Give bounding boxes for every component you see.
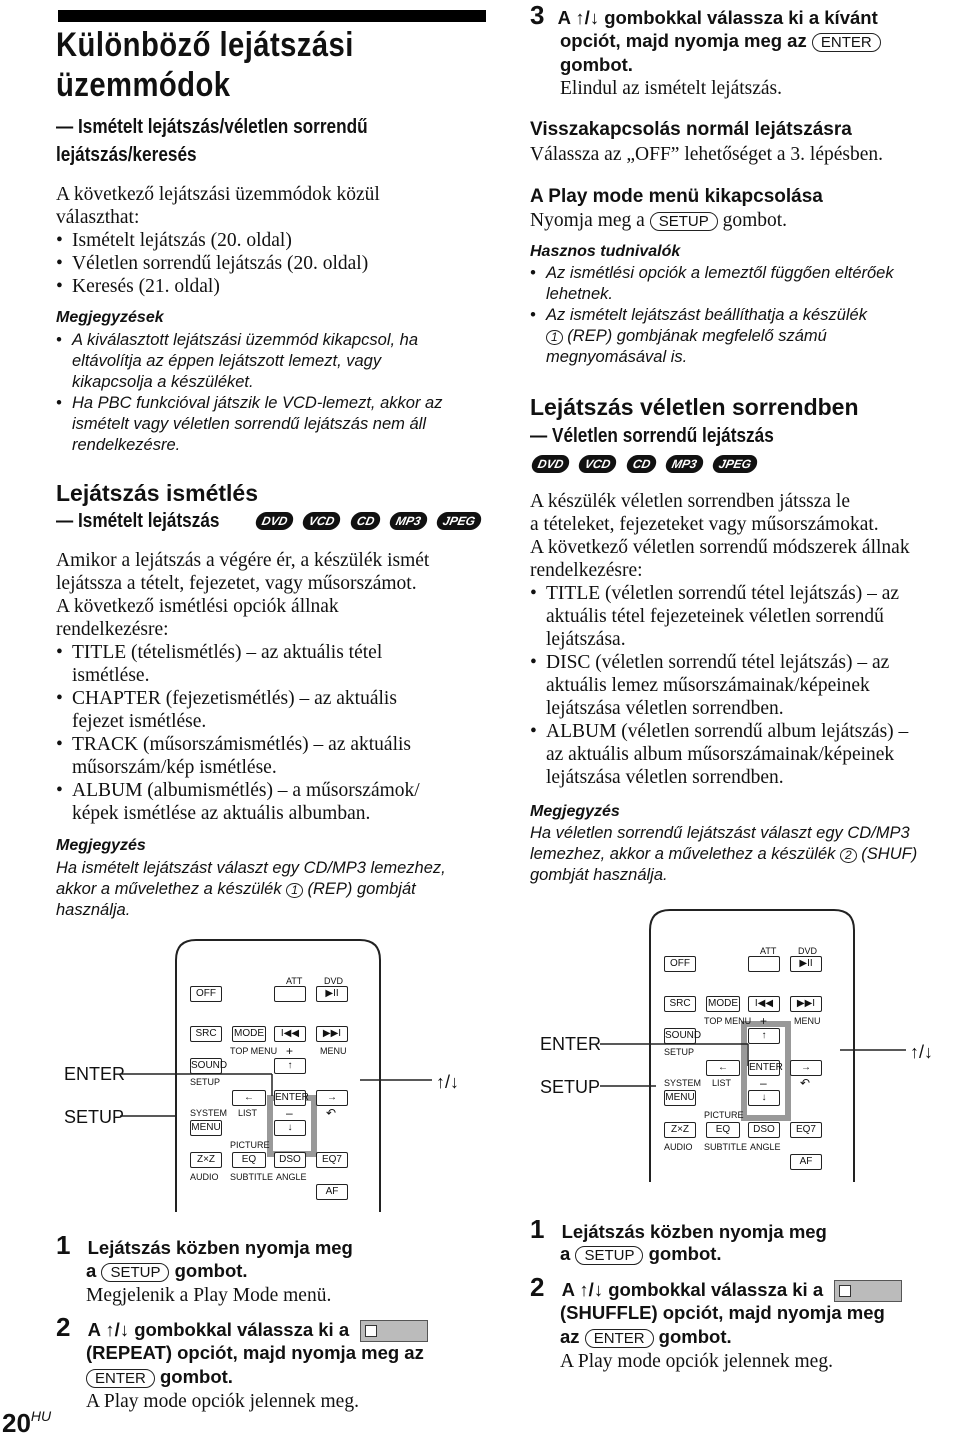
audio-label: AUDIO: [190, 1172, 219, 1182]
minus-label: –: [760, 1076, 767, 1090]
return-label: ↶: [326, 1106, 337, 1120]
off-text: gombot.: [722, 210, 788, 231]
enter-button[interactable]: ENTER: [274, 1090, 306, 1106]
zxz-button[interactable]: Z×Z: [664, 1122, 696, 1138]
note-line: ismételt vagy véletlen sorrendű lejátszás nem áll: [72, 415, 427, 433]
next-button[interactable]: ▶▶I: [790, 996, 822, 1012]
minus-label: –: [286, 1106, 293, 1120]
option-line: az aktuális album műsorszámainak/képeinek: [546, 744, 895, 765]
prev-button[interactable]: I◀◀: [274, 1026, 306, 1042]
page-number-value: 20: [2, 1408, 31, 1438]
step-number: 2: [530, 1272, 545, 1302]
af-button[interactable]: AF: [316, 1184, 348, 1200]
setup-button-label: SETUP: [650, 212, 718, 231]
src-button[interactable]: SRC: [664, 996, 696, 1012]
body-line: a tételeket, fejezeteket vagy műsorszámokat.: [530, 514, 879, 535]
button-1-circle: 1: [546, 330, 563, 345]
step-text: Lejátszás közben nyomja meg: [561, 1221, 827, 1242]
note-line: kikapcsolja a készüléket.: [72, 373, 254, 391]
step-text: A ↑/↓ gombokkal válassza ki a: [561, 1279, 824, 1300]
shuffle-note-heading: Megjegyzés: [530, 803, 620, 820]
play-pause-button[interactable]: ▶II: [790, 956, 822, 972]
eq7-button[interactable]: EQ7: [316, 1152, 348, 1168]
dvd-badge: DVD: [530, 455, 571, 473]
mode-item: • Keresés (21. oldal): [56, 275, 486, 298]
tip-text: (REP) gombjának megfelelő számú: [567, 327, 827, 345]
right-step-2-line3: [560, 1326, 732, 1348]
tip-item: [530, 305, 950, 368]
subtitle-line2: lejátszás/keresés: [56, 144, 197, 166]
att-label: ATT: [760, 946, 777, 956]
plus-label: +: [760, 1014, 768, 1028]
option-line: aktuális tétel fejezeteinek véletlen sorrendű: [546, 606, 884, 627]
cd-badge: CD: [349, 512, 382, 530]
note-line: gombját használja.: [530, 866, 668, 884]
notes-heading: Megjegyzések: [56, 309, 164, 326]
left-step-2-line3: [86, 1366, 233, 1388]
system-label: SYSTEM: [664, 1078, 702, 1088]
right-step-3: [530, 0, 878, 30]
right-button[interactable]: →: [790, 1060, 822, 1076]
page-number: [2, 1408, 51, 1439]
setup-label: SETUP: [190, 1077, 221, 1087]
right-step-1: [530, 1214, 827, 1244]
enter-button[interactable]: ENTER: [748, 1060, 780, 1076]
body-line: lejátssza a tételt, fejezetet, vagy műsorszámot.: [56, 573, 417, 594]
prev-button[interactable]: I◀◀: [748, 996, 780, 1012]
step-text: gombot.: [658, 1326, 732, 1347]
option-line: ismétlése.: [72, 665, 150, 686]
step-text: A ↑/↓ gombokkal válassza ki a: [87, 1319, 350, 1340]
shuffle-disc-badges: [532, 455, 763, 473]
tip-line: • Az ismételt lejátszást beállíthatja a készülék: [546, 306, 867, 324]
list-label: LIST: [238, 1108, 258, 1118]
vcd-badge: VCD: [577, 455, 618, 473]
callout-setup: SETUP: [540, 1077, 601, 1097]
mode-item: • Ismételt lejátszás (20. oldal): [56, 229, 486, 252]
sound-button[interactable]: SOUND: [190, 1058, 222, 1074]
subtitle-label: SUBTITLE: [704, 1142, 748, 1152]
option-line: lejátszása véletlen sorrendben.: [546, 767, 784, 788]
vcd-badge: VCD: [301, 512, 342, 530]
back-heading: Visszakapcsolás normál lejátszásra: [530, 119, 852, 140]
repeat-body: [56, 549, 486, 825]
menu-button[interactable]: MENU: [664, 1090, 696, 1106]
repeat-option: [56, 779, 486, 825]
play-pause-button[interactable]: ▶II: [316, 986, 348, 1002]
note-text: akkor a művelethez a készülék: [56, 880, 282, 898]
step-text: gombot.: [159, 1366, 233, 1387]
system-label: SYSTEM: [190, 1108, 228, 1118]
note-line: Ha véletlen sorrendű lejátszást választ egy CD/MP3: [530, 824, 910, 842]
note-text: lemezhez, akkor a művelethez a készülék: [530, 845, 836, 863]
body-line: Amikor a lejátszás a végére ér, a készülék ismét: [56, 550, 430, 571]
shuffle-option: [530, 720, 958, 789]
body-line: rendelkezésre:: [530, 560, 643, 581]
att-label: ATT: [286, 976, 303, 986]
right-step-3-line2: [560, 30, 881, 52]
intro-line: választhat:: [56, 207, 140, 228]
repeat-disc-badges: [256, 512, 487, 530]
note-line: • A kiválasztott lejátszási üzemmód kikapcsol, ha: [72, 331, 419, 349]
jpeg-badge: JPEG: [711, 455, 759, 473]
left-button[interactable]: ←: [232, 1090, 266, 1106]
right-step-2-sub: A Play mode opciók jelennek meg.: [560, 1351, 833, 1372]
right-step-2: [530, 1272, 902, 1302]
subtitle-label: SUBTITLE: [230, 1172, 274, 1182]
mp3-badge: MP3: [388, 512, 429, 530]
tip-item: [530, 263, 950, 305]
dvd-label: DVD: [798, 946, 818, 956]
enter-button-label: ENTER: [585, 1329, 654, 1348]
step-text: gombot.: [648, 1243, 722, 1264]
eq7-button[interactable]: EQ7: [790, 1122, 822, 1138]
remote-callout-lines-left: [120, 1060, 440, 1120]
step-text: a: [560, 1243, 571, 1264]
right-step-3-line3: gombot.: [560, 54, 633, 75]
step-number: 1: [530, 1214, 545, 1244]
top-menu-label: TOP MENU: [230, 1046, 278, 1056]
callout-setup: SETUP: [64, 1107, 125, 1127]
af-button[interactable]: AF: [790, 1154, 822, 1170]
eq-button[interactable]: EQ: [232, 1152, 266, 1168]
eq-button[interactable]: EQ: [706, 1122, 740, 1138]
page-title-line2: üzemmódok: [56, 66, 231, 104]
step-text: Lejátszás közben nyomja meg: [87, 1237, 353, 1258]
page-title-line1: Különböző lejátszási: [56, 26, 354, 64]
option-line: • TITLE (tételismétlés) – az aktuális tétel: [72, 642, 383, 663]
tips-heading: Hasznos tudnivalók: [530, 243, 681, 260]
right-step-3-sub: Elindul az ismételt lejátszás.: [560, 78, 783, 99]
shuffle-note-body: [530, 823, 958, 886]
note-text: (REP) gombját: [307, 880, 416, 898]
subtitle-line1: — Ismételt lejátszás/véletlen sorrendű: [56, 116, 368, 138]
note-line: [530, 844, 958, 865]
back-body: Válassza az „OFF” lehetőséget a 3. lépésben.: [530, 144, 884, 165]
setup-button-label: SETUP: [575, 1246, 643, 1265]
off-button[interactable]: OFF: [190, 986, 222, 1002]
left-step-1: [56, 1230, 496, 1260]
setup-label: SETUP: [664, 1047, 695, 1057]
mode-item: • Véletlen sorrendű lejátszás (20. oldal): [56, 252, 486, 275]
tip-line: • Az ismétlési opciók a lemeztől függően eltérőek: [546, 264, 894, 282]
picture-label: PICTURE: [704, 1110, 744, 1120]
step-number: 1: [56, 1230, 71, 1260]
body-line: A következő ismétlési opciók állnak: [56, 596, 339, 617]
step-text: gombot.: [174, 1260, 248, 1281]
repeat-option: [56, 641, 486, 687]
step-text: opciót, majd nyomja meg az: [560, 30, 807, 51]
option-line: • DISC (véletlen sorrendű tétel lejátszás) – az: [546, 652, 890, 673]
dvd-badge: DVD: [254, 512, 295, 530]
option-line: • TITLE (véletlen sorrendű tétel lejátszás) – az: [546, 583, 899, 604]
off-body: [530, 209, 787, 232]
setup-button-label: SETUP: [101, 1263, 169, 1282]
step-number: 2: [56, 1312, 71, 1342]
note-text: (SHUF): [861, 845, 918, 863]
step-number: 3: [530, 0, 545, 30]
notes-list: [56, 330, 496, 456]
repeat-subheading: — Ismételt lejátszás: [56, 510, 220, 532]
dso-button[interactable]: DSO: [748, 1122, 780, 1138]
src-button[interactable]: SRC: [190, 1026, 222, 1042]
left-button[interactable]: ←: [706, 1060, 740, 1076]
button-2-circle: 2: [840, 848, 857, 863]
option-line: • ALBUM (albumismétlés) – a műsorszámok/: [72, 780, 420, 801]
shuffle-menu-icon: [834, 1280, 902, 1302]
callout-enter: ENTER: [64, 1064, 126, 1084]
note-line: Ha ismételt lejátszást választ egy CD/MP3 lemezhez,: [56, 859, 446, 877]
enter-button-label: ENTER: [812, 33, 881, 52]
list-label: LIST: [712, 1078, 732, 1088]
up-button[interactable]: ↑: [748, 1028, 780, 1044]
jpeg-badge: JPEG: [435, 512, 483, 530]
menu-button[interactable]: MENU: [190, 1120, 222, 1136]
repeat-menu-icon: [360, 1320, 428, 1342]
callout-enter: ENTER: [540, 1034, 602, 1054]
option-line: • CHAPTER (fejezetismétlés) – az aktuális: [72, 688, 397, 709]
intro: [56, 183, 486, 298]
dvd-label: DVD: [324, 976, 344, 986]
off-button[interactable]: OFF: [664, 956, 696, 972]
zxz-button[interactable]: Z×Z: [190, 1152, 222, 1168]
step-text: az: [560, 1326, 580, 1347]
note-body: [56, 858, 496, 921]
callout-arrows: ↑/↓: [910, 1042, 934, 1062]
note-line: eltávolítja az éppen lejátszott lemezt, vagy: [72, 352, 382, 370]
down-button[interactable]: ↓: [274, 1120, 306, 1136]
dso-button[interactable]: DSO: [274, 1152, 306, 1168]
tip-line: megnyomásával is.: [546, 348, 688, 366]
remote-callout-lines-right: [600, 1030, 920, 1090]
right-step-2-line2: (SHUFFLE) opciót, majd nyomja meg: [560, 1302, 885, 1323]
page-number-suffix: HU: [30, 1408, 52, 1424]
note-line: • Ha PBC funkcióval játszik le VCD-lemezt, akkor az: [72, 394, 443, 412]
shuffle-heading: Lejátszás véletlen sorrendben: [530, 394, 859, 420]
option-line: fejezet ismétlése.: [72, 711, 207, 732]
plus-label: +: [286, 1044, 294, 1058]
repeat-heading: Lejátszás ismétlés: [56, 480, 259, 506]
down-button[interactable]: ↓: [748, 1090, 780, 1106]
left-step-1-line2: [86, 1260, 248, 1282]
option-line: műsorszám/kép ismétlése.: [72, 757, 277, 778]
intro-line: A következő lejátszási üzemmódok közül: [56, 184, 380, 205]
option-line: lejátszása.: [546, 629, 626, 650]
option-line: lejátszása véletlen sorrendben.: [546, 698, 784, 719]
mode-button[interactable]: MODE: [706, 996, 740, 1012]
shuffle-body: [530, 490, 958, 789]
enter-button-label: ENTER: [86, 1369, 155, 1388]
option-line: • ALBUM (véletlen sorrendű album lejátszás) –: [546, 721, 909, 742]
body-line: rendelkezésre:: [56, 619, 169, 640]
left-step-1-sub: Megjelenik a Play Mode menü.: [86, 1285, 332, 1306]
up-button[interactable]: ↑: [274, 1058, 306, 1074]
note-heading: Megjegyzés: [56, 837, 146, 854]
return-label: ↶: [800, 1076, 811, 1090]
sound-button[interactable]: SOUND: [664, 1028, 696, 1044]
tip-line: [546, 326, 950, 347]
note-item: [56, 330, 496, 393]
option-line: aktuális lemez műsorszámainak/képeinek: [546, 675, 870, 696]
repeat-option: [56, 733, 486, 779]
angle-label: ANGLE: [276, 1172, 307, 1182]
mode-button[interactable]: MODE: [232, 1026, 266, 1042]
menu-label: MENU: [320, 1046, 347, 1056]
left-step-2-line2: (REPEAT) opciót, majd nyomja meg az: [86, 1342, 424, 1363]
shuffle-option: [530, 651, 958, 720]
repeat-option: [56, 687, 486, 733]
option-line: • TRACK (műsorszámismétlés) – az aktuális: [72, 734, 412, 755]
shuffle-option: [530, 582, 958, 651]
off-text: Nyomja meg a: [530, 210, 645, 231]
angle-label: ANGLE: [750, 1142, 781, 1152]
right-button[interactable]: →: [316, 1090, 348, 1106]
audio-label: AUDIO: [664, 1142, 693, 1152]
button-1-circle: 1: [286, 883, 303, 898]
right-step-1-line2: [560, 1243, 722, 1265]
left-step-2-sub: A Play mode opciók jelennek meg.: [86, 1391, 359, 1412]
step-text: A ↑/↓ gombokkal válassza ki a kívánt: [557, 7, 878, 28]
next-button[interactable]: ▶▶I: [316, 1026, 348, 1042]
picture-label: PICTURE: [230, 1140, 270, 1150]
step-text: a: [86, 1260, 97, 1281]
tips-list: [530, 263, 950, 368]
att-button[interactable]: [274, 986, 306, 1002]
note-item: [56, 393, 496, 456]
body-line: A készülék véletlen sorrendben játssza le: [530, 491, 851, 512]
menu-label: MENU: [794, 1016, 821, 1026]
note-line: [56, 879, 496, 900]
tip-line: lehetnek.: [546, 285, 613, 303]
top-menu-label: TOP MENU: [704, 1016, 752, 1026]
att-button[interactable]: [748, 956, 780, 972]
note-line: használja.: [56, 901, 131, 919]
shuffle-subheading: — Véletlen sorrendű lejátszás: [530, 425, 774, 447]
cd-badge: CD: [625, 455, 658, 473]
left-step-2: [56, 1312, 428, 1342]
repeat-subheading-row: [56, 510, 246, 533]
body-line: A következő véletlen sorrendű módszerek állnak: [530, 537, 910, 558]
note-line: rendelkezésre.: [72, 436, 181, 454]
callout-arrows: ↑/↓: [436, 1072, 460, 1092]
mp3-badge: MP3: [664, 455, 705, 473]
top-rule: [58, 10, 486, 22]
off-heading: A Play mode menü kikapcsolása: [530, 186, 823, 207]
option-line: képek ismétlése az aktuális albumban.: [72, 803, 371, 824]
